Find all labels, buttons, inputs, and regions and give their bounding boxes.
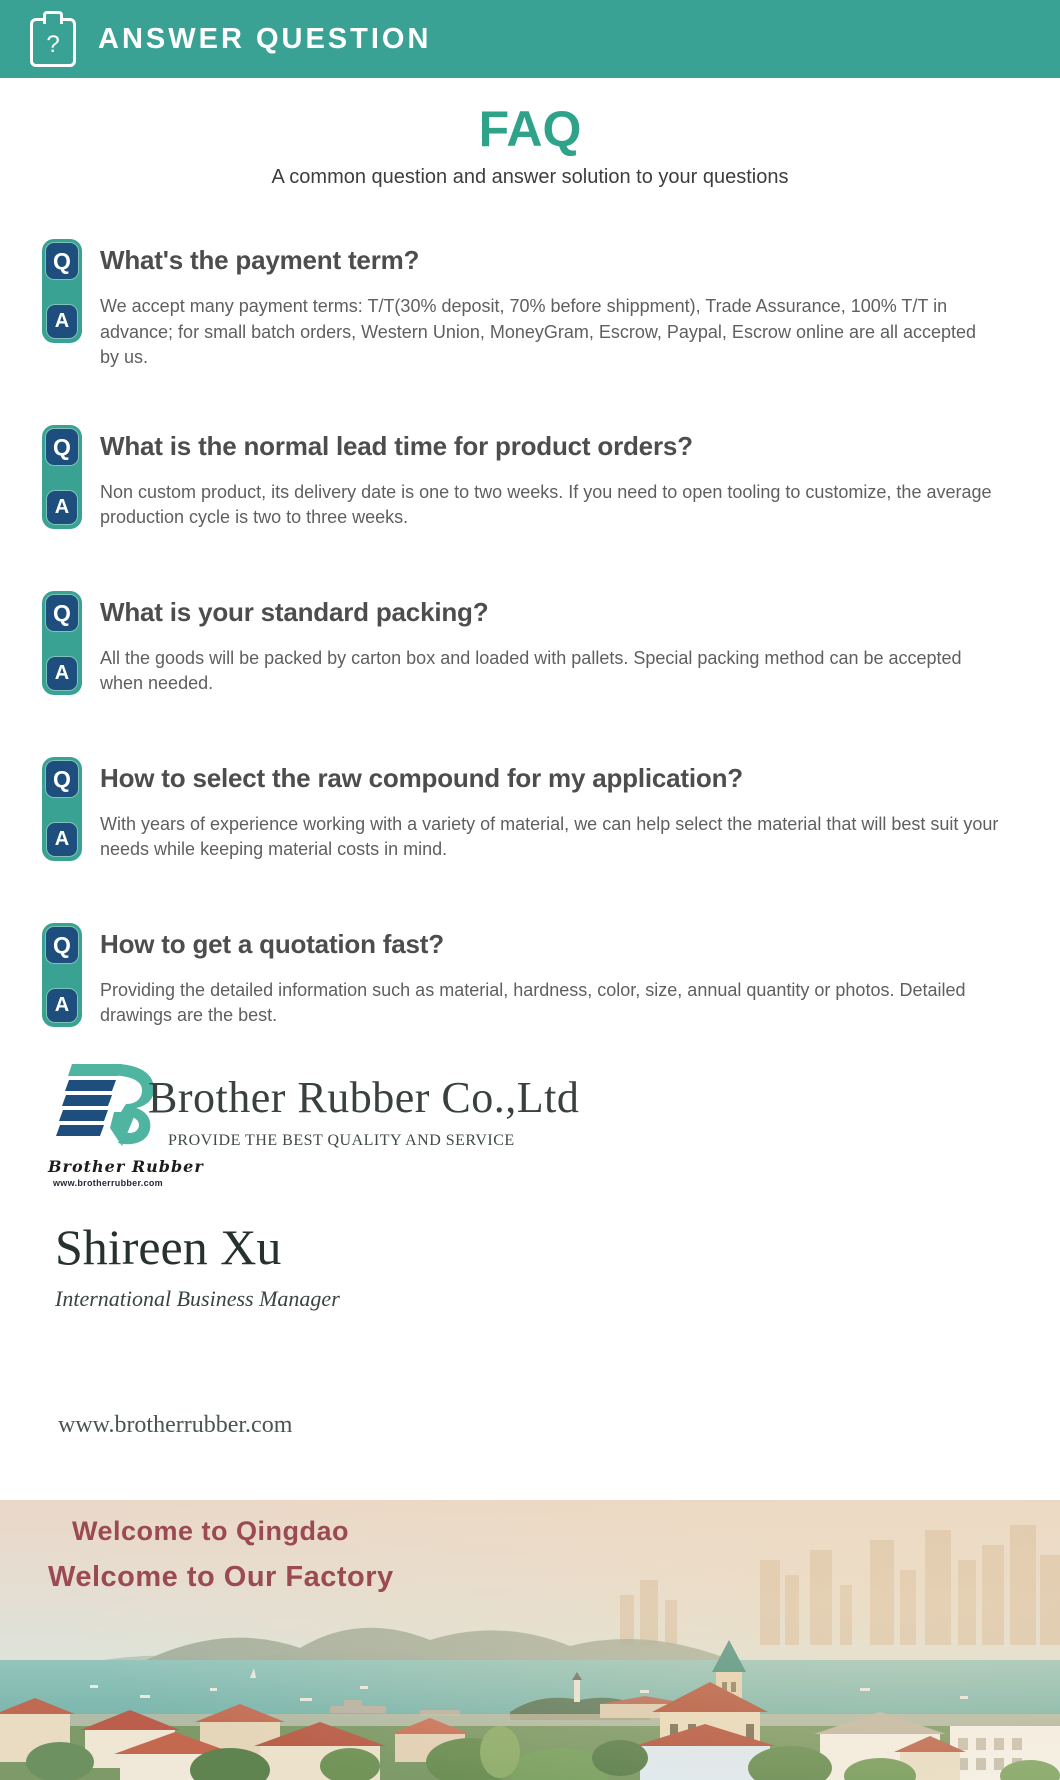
company-name: Brother Rubber Co.,Ltd	[148, 1073, 580, 1122]
qa-badge	[42, 757, 82, 861]
faq-answer: All the goods will be packed by carton box and loaded with pallets. Special packing method can be accepted when needed.	[100, 647, 962, 694]
faq-question: What's the payment term?	[100, 245, 420, 275]
header-title: ANSWER QUESTION	[98, 22, 432, 55]
photo-caption-line2: Welcome to Our Factory	[48, 1561, 394, 1593]
faq-question: How to get a quotation fast?	[100, 928, 444, 959]
contact-role: International Business Manager	[55, 1286, 340, 1311]
q-badge: Q	[46, 927, 78, 963]
photo-caption-line1: Welcome to Qingdao	[72, 1516, 350, 1546]
faq-question: What is your standard packing?	[100, 596, 489, 627]
faq-question: What is the normal lead time for product orders?	[100, 430, 693, 461]
qa-badge	[42, 591, 82, 695]
a-badge: A	[47, 491, 77, 524]
q-badge: Q	[46, 429, 78, 465]
contact-name: Shireen Xu	[55, 1219, 282, 1275]
faq-subtitle: A common question and answer solution to your questions	[271, 166, 789, 188]
faq-answer: We accept many payment terms: T/T(30% deposit, 70% before shippment), Trade Assurance, 100% T/T in advance; for small batch orders, Western Union, MoneyGram, Escrow, Paypal, Escrow online are all accepted by us.	[100, 296, 977, 368]
header-bar	[0, 0, 1060, 78]
contact-block	[55, 1218, 340, 1312]
brother-rubber-logo-mark	[56, 1062, 160, 1148]
a-badge: A	[47, 989, 77, 1022]
faq-item	[42, 245, 1017, 371]
a-badge: A	[47, 823, 77, 856]
q-badge: Q	[46, 243, 78, 279]
company-tagline: PROVIDE THE BEST QUALITY AND SERVICE	[168, 1132, 515, 1149]
faq-title: FAQ	[478, 101, 582, 157]
faq-question: How to select the raw compound for my application?	[100, 762, 743, 793]
faq-item	[42, 597, 1017, 703]
a-badge: A	[47, 305, 77, 338]
faq-item	[42, 431, 1017, 537]
clipboard-question-icon: ?	[30, 11, 76, 67]
a-badge: A	[47, 657, 77, 690]
qa-badge	[42, 239, 82, 343]
logo-script-text: Brother Rubber	[48, 1157, 204, 1176]
website-link[interactable]: www.brotherrubber.com	[58, 1412, 293, 1438]
qa-badge	[42, 923, 82, 1027]
footer-photo	[0, 1500, 1060, 1780]
qa-badge	[42, 425, 82, 529]
faq-item	[42, 763, 1017, 869]
faq-list	[42, 245, 1017, 1095]
q-badge: Q	[46, 595, 78, 631]
faq-answer: With years of experience working with a variety of material, we can help select the material that will best suit your needs while keeping material costs in mind.	[100, 813, 999, 860]
faq-answer: Providing the detailed information such as material, hardness, color, size, annual quantity or photos. Detailed drawings are the best.	[100, 979, 966, 1026]
faq-item	[42, 929, 1017, 1035]
q-badge: Q	[46, 761, 78, 797]
logo-url-text: www.brotherrubber.com	[53, 1178, 163, 1188]
faq-answer: Non custom product, its delivery date is one to two weeks. If you need to open tooling to customize, the average production cycle is two to three weeks.	[100, 481, 992, 528]
